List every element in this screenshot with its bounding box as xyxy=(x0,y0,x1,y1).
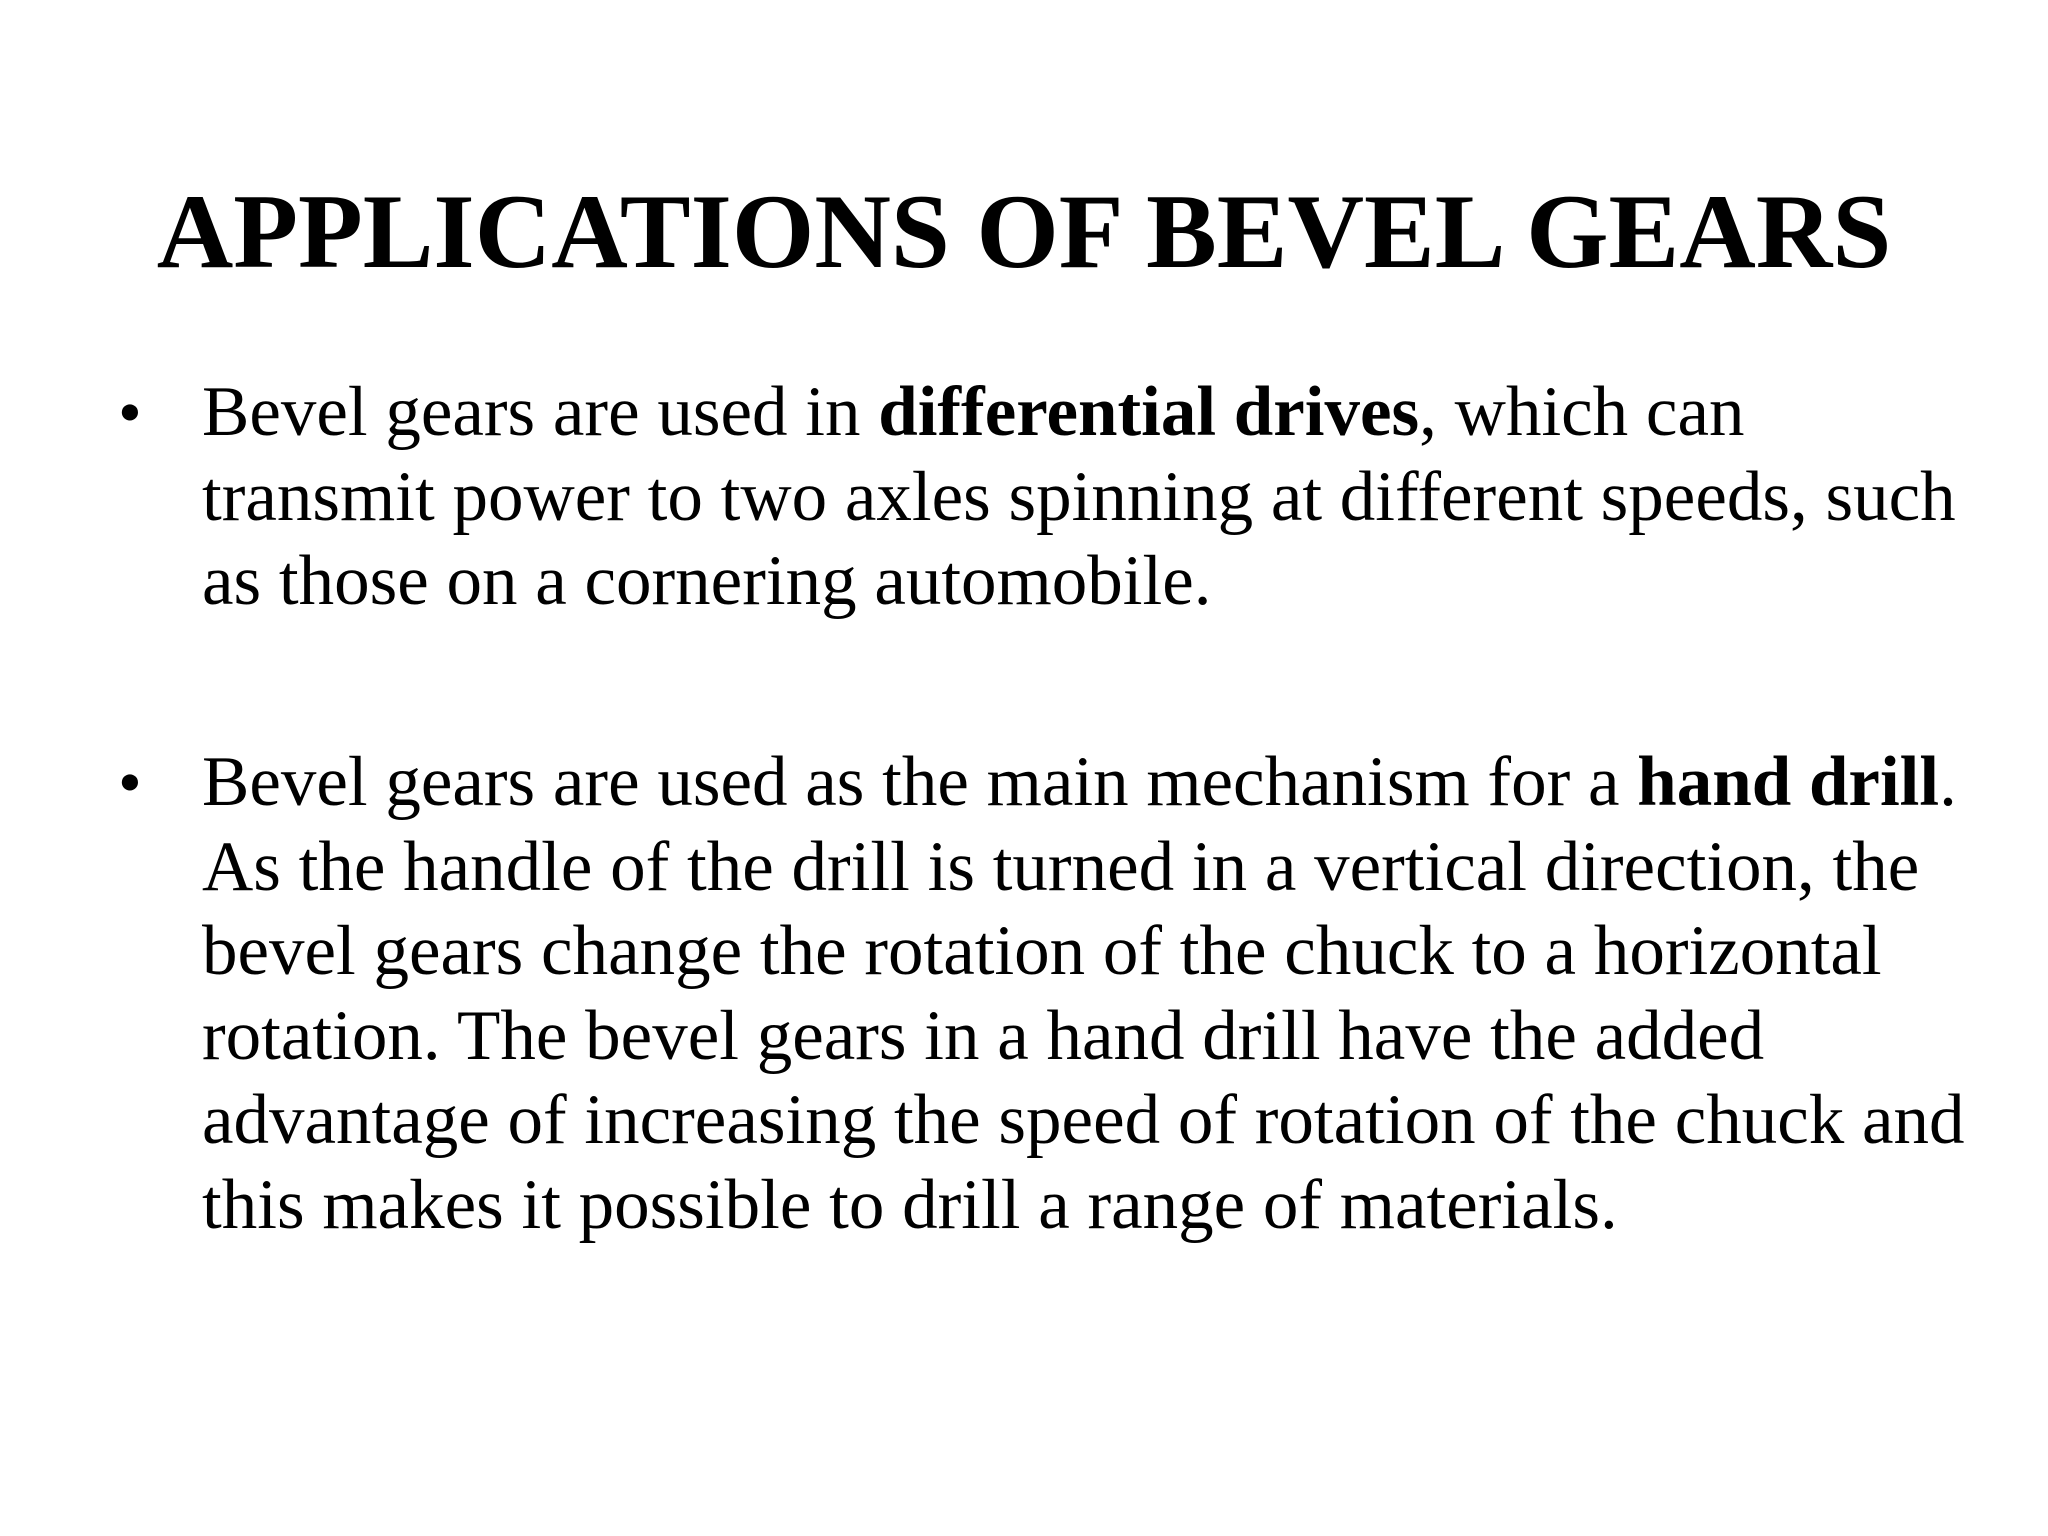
bullet-marker: • xyxy=(118,374,142,450)
slide-title: APPLICATIONS OF BEVEL GEARS xyxy=(156,173,1892,290)
bullet-bold-term: hand drill xyxy=(1637,743,1940,821)
bullet-marker: • xyxy=(118,744,142,820)
bullet-text-after: , which can transmit power to two axles spinning at different speeds, such as those on a cornering automobile. xyxy=(202,373,1956,620)
bullet-text-after: . As the handle of the drill is turned in a vertical direction, the bevel gears change the rotation of the chuck to a horizontal rotation. The bevel gears in a hand drill have the added advantage of increasing the speed of rotation of the chuck and this makes it possible to drill a range of materials. xyxy=(202,743,1965,1244)
bullet-text-before: Bevel gears are used as the main mechanism for a xyxy=(202,743,1638,821)
bullet-text xyxy=(202,740,1992,1247)
bullet-text xyxy=(202,370,1992,624)
bullet-text-before: Bevel gears are used in xyxy=(202,373,879,451)
bullet-bold-term: differential drives xyxy=(878,373,1420,451)
